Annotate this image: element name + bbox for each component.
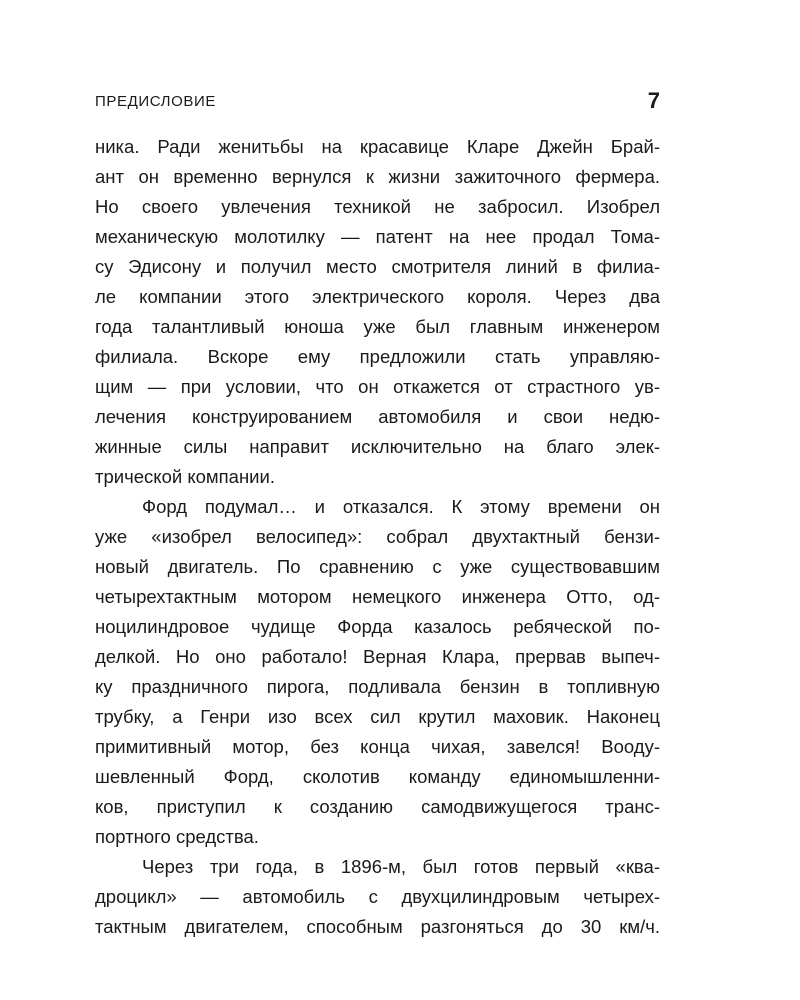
body-text: [95, 132, 660, 942]
text-line: тактным двигателем, способным разгоняться до 30 км/ч.: [95, 916, 660, 937]
text-line: механическую молотилку — патент на нее продал Тома-: [95, 226, 660, 247]
text-line: Через три года, в 1896-м, был готов первый «ква-: [142, 856, 660, 877]
text-line: портного средства.: [95, 826, 259, 847]
text-line: ку праздничного пирога, подливала бензин в топливную: [95, 676, 660, 697]
text-line: жинные силы направит исключительно на благо элек-: [95, 436, 660, 457]
text-line: трической компании.: [95, 466, 275, 487]
text-line: ника. Ради женитьбы на красавице Кларе Джейн Брай-: [95, 136, 660, 157]
text-line: примитивный мотор, без конца чихая, завелся! Вооду-: [95, 736, 660, 757]
text-line: дроцикл» — автомобиль с двухцилиндровым четырех-: [95, 886, 660, 907]
text-line: су Эдисону и получил место смотрителя линий в филиа-: [95, 256, 660, 277]
page-header: [95, 88, 660, 118]
text-line: филиала. Вскоре ему предложили стать управляю-: [95, 346, 660, 367]
text-line: ков, приступил к созданию самодвижущегося транс-: [95, 796, 660, 817]
text-line: ант он временно вернулся к жизни зажиточного фермера.: [95, 166, 660, 187]
text-line: ноцилиндровое чудище Форда казалось ребяческой по-: [95, 616, 660, 637]
text-line: шевленный Форд, сколотив команду единомышленни-: [95, 766, 660, 787]
paragraph: [95, 852, 660, 942]
text-line: Форд подумал… и отказался. К этому времени он: [142, 496, 660, 517]
text-line: ле компании этого электрического короля. Через два: [95, 286, 660, 307]
text-line: года талантливый юноша уже был главным инженером: [95, 316, 660, 337]
text-line: трубку, а Генри изо всех сил крутил маховик. Наконец: [95, 706, 660, 727]
text-line: уже «изобрел велосипед»: собрал двухтактный бензи-: [95, 526, 660, 547]
text-line: лечения конструированием автомобиля и свои недю-: [95, 406, 660, 427]
paragraph: [95, 492, 660, 852]
text-line: новый двигатель. По сравнению с уже существовавшим: [95, 556, 660, 577]
page-number: 7: [647, 88, 660, 113]
paragraph: [95, 132, 660, 492]
text-line: Но своего увлечения техникой не забросил. Изобрел: [95, 196, 660, 217]
text-line: делкой. Но оно работало! Верная Клара, прервав выпеч-: [95, 646, 660, 667]
section-title: ПРЕДИСЛОВИЕ: [95, 93, 216, 110]
text-line: четырехтактным мотором немецкого инженера Отто, од-: [95, 586, 660, 607]
text-line: щим — при условии, что он откажется от страстного ув-: [95, 376, 660, 397]
